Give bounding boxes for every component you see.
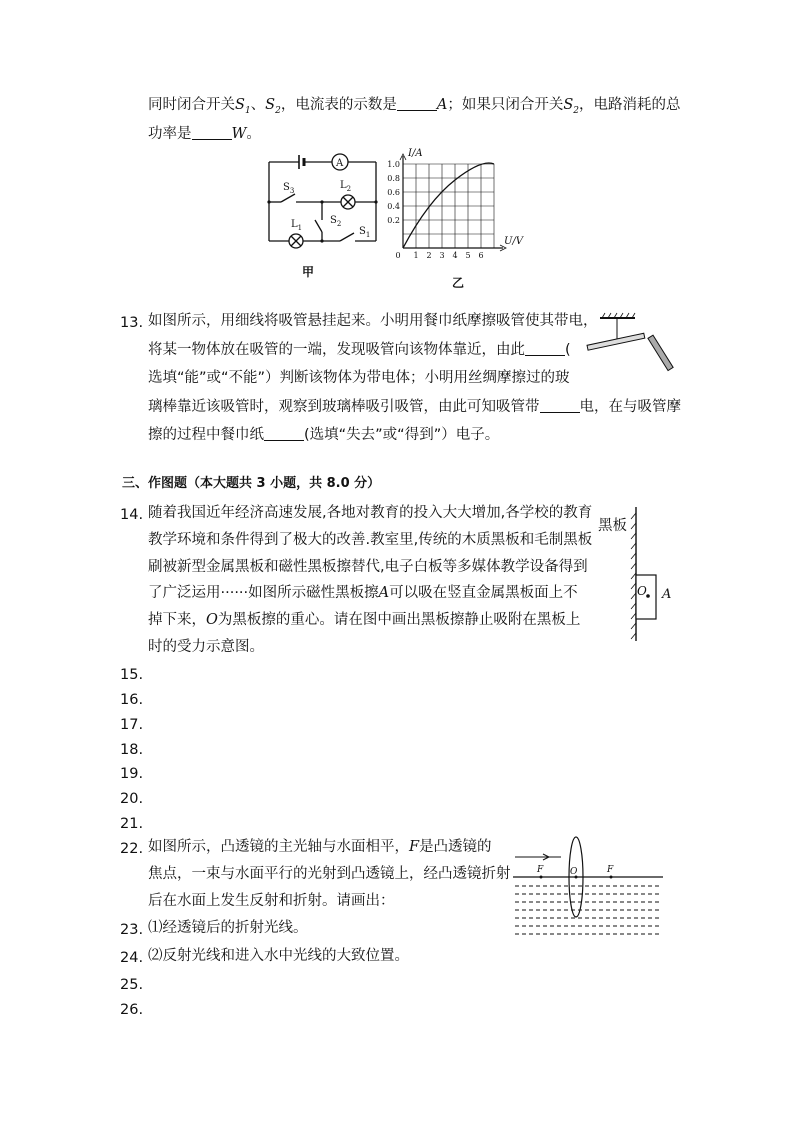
question-number: 23. <box>120 922 144 938</box>
blackboard-eraser-figure <box>626 505 686 645</box>
y-tick: 0.8 <box>387 174 400 183</box>
answer-blank-power[interactable] <box>192 125 232 140</box>
lens-center-o: O <box>570 867 578 877</box>
circuit-l2-label: $L_2$ <box>340 180 352 193</box>
y-tick: 0.2 <box>387 216 400 225</box>
blackboard-label: 黑板 <box>598 518 627 534</box>
x-tick: 3 <box>439 251 445 260</box>
question-number: 25. <box>120 977 144 993</box>
x-tick: 6 <box>478 251 484 260</box>
q13-line4: 璃棒靠近该吸管时，观察到玻璃棒吸引吸管，由此可知吸管带 电，在与吸管摩 <box>148 399 681 415</box>
q23-text: ⑴经透镜后的折射光线。 <box>148 920 308 936</box>
question-number: 19. <box>120 766 144 782</box>
eraser-label-a: A <box>662 587 672 602</box>
question-number: 15. <box>120 667 144 683</box>
switch-s2-again: $S_2$ <box>563 97 579 116</box>
question-number: 18. <box>120 742 144 758</box>
q22-line3: 后在水面上发生反射和折射。请画出： <box>148 893 395 909</box>
circuit-s1-label: $S_1$ <box>359 226 371 239</box>
iu-graph <box>388 146 533 261</box>
circuit-l1-label: $L_1$ <box>291 219 303 232</box>
figure-label-jia: 甲 <box>302 265 315 279</box>
q14-line3: 刷被新型金属黑板和磁性黑板擦替代,电子白板等多媒体教学设备得到 <box>148 559 588 575</box>
section-3-title: 三、作图题（本大题共 3 小题，共 8.0 分） <box>122 476 381 491</box>
y-tick: 0.6 <box>387 188 400 197</box>
x-tick: 4 <box>452 251 458 260</box>
circuit-s2-label: $S_2$ <box>330 215 342 228</box>
q13-line5: 擦的过程中餐巾纸 (选填“失去”或“得到”）电子。 <box>148 427 500 443</box>
answer-blank-electron[interactable] <box>264 426 304 441</box>
focus-f-left: F <box>537 865 544 875</box>
y-tick: 1.0 <box>387 160 400 169</box>
q22-line2: 焦点，一束与水面平行的光射到凸透镜上，经凸透镜折射 <box>148 866 511 882</box>
q12-line2: 功率是 W。 <box>148 126 261 142</box>
q14-line4: 了广泛运用······如图所示磁性黑板擦A可以吸在竖直金属黑板面上不 <box>148 585 578 601</box>
question-number: 20. <box>120 791 144 807</box>
answer-blank-current[interactable] <box>397 96 437 111</box>
x-tick: 0 <box>395 251 401 260</box>
focus-f-right: F <box>607 865 614 875</box>
q24-text: ⑵反射光线和进入水中光线的大致位置。 <box>148 948 409 964</box>
question-number: 24. <box>120 950 144 966</box>
lens-water-figure <box>513 833 663 943</box>
question-number: 17. <box>120 717 144 733</box>
graph-y-axis-label: I/A <box>408 148 423 159</box>
answer-blank-can-judge[interactable] <box>525 341 565 356</box>
x-tick: 1 <box>413 251 419 260</box>
question-number: 16. <box>120 692 144 708</box>
q14-line2: 教学环境和条件得到了极大的改善.教室里,传统的木质黑板和毛制黑板 <box>148 532 593 548</box>
q12-line1: 同时闭合开关$S_1$、$S_2$，电流表的示数是 A；如果只闭合开关$S_2$，电路消耗的总 <box>148 97 681 116</box>
question-number: 21. <box>120 816 144 832</box>
switch-s1: $S_1$ <box>235 97 251 116</box>
q13-line2: 将某一物体放在吸管的一端，发现吸管向该物体靠近，由此 ( <box>148 342 571 358</box>
q14-line1: 随着我国近年经济高速发展,各地对教育的投入大大增加,各学校的教育 <box>148 505 593 521</box>
x-tick: 2 <box>426 251 432 260</box>
q13-line3: 选填“能”或“不能”）判断该物体为带电体；小明用丝绸摩擦过的玻 <box>148 370 570 386</box>
q13-line1: 如图所示，用细线将吸管悬挂起来。小明用餐巾纸摩擦吸管使其带电， <box>148 313 598 329</box>
eraser-center-o: O <box>637 584 647 598</box>
circuit-diagram <box>266 150 386 250</box>
ammeter-label: A <box>336 158 344 169</box>
circuit-s3-label: $S_3$ <box>283 182 295 195</box>
question-number: 13. <box>120 315 144 331</box>
figure-label-yi: 乙 <box>452 276 465 290</box>
question-number: 22. <box>120 841 144 857</box>
q22-line1: 如图所示，凸透镜的主光轴与水面相平，F是凸透镜的 <box>148 839 492 855</box>
graph-x-axis-label: U/V <box>504 236 524 247</box>
switch-s2: $S_2$ <box>265 97 281 116</box>
question-number: 26. <box>120 1002 144 1018</box>
answer-blank-charge-type[interactable] <box>540 398 580 413</box>
y-tick: 0.4 <box>387 202 400 211</box>
q14-line6: 时的受力示意图。 <box>148 639 264 655</box>
q14-line5: 掉下来，O为黑板擦的重心。请在图中画出黑板擦静止吸附在黑板上 <box>148 612 581 628</box>
question-number: 14. <box>120 507 144 523</box>
x-tick: 5 <box>465 251 471 260</box>
hanging-straw-figure <box>585 312 675 372</box>
